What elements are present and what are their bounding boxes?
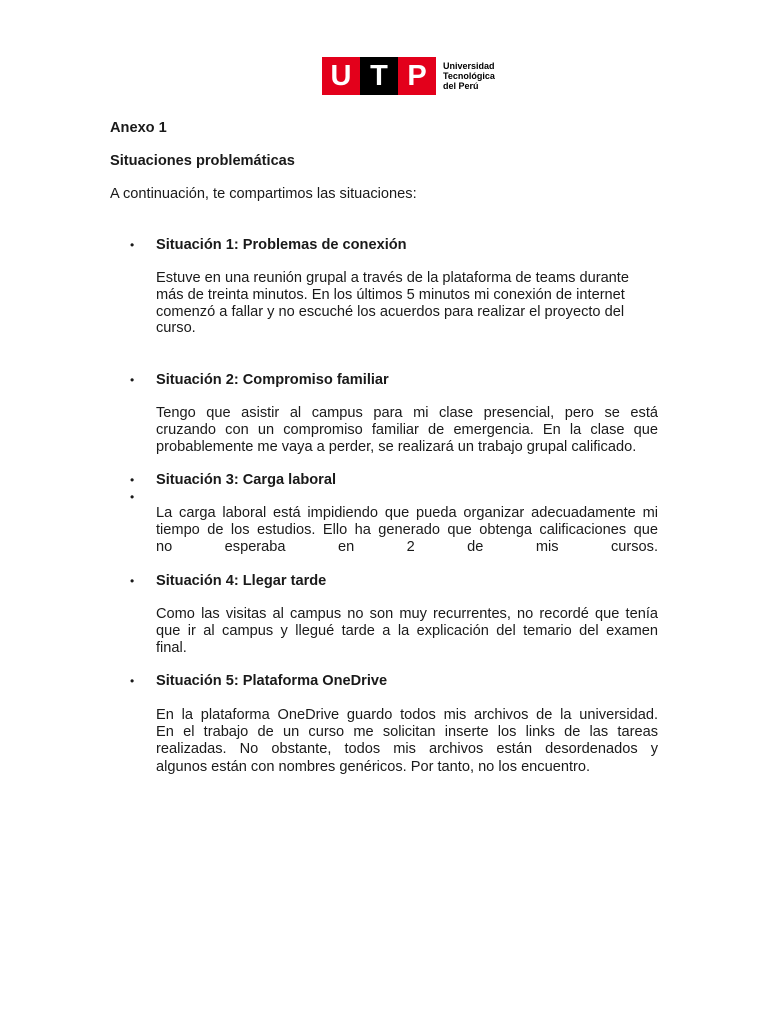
text-line: probablemente me vaya a perder, se realizará un trabajo grupal calificado.	[156, 438, 637, 455]
situation-2-text	[156, 405, 658, 455]
utp-logo	[322, 57, 495, 95]
annex-heading: Anexo 1	[110, 120, 167, 136]
text-line: tiempo de los estudios. Ello ha generado que obtenga calificaciones que	[156, 521, 658, 538]
text-line: algunos están con nombres genéricos. Por tanto, no los encuentro.	[156, 759, 591, 776]
text-line: no esperaba en 2 de mis cursos.	[156, 538, 658, 555]
bullet: •	[130, 574, 135, 588]
text-line: comenzó a fallar y no escuché los acuerdos para realizar el proyecto del	[156, 303, 625, 320]
utp-logo-blocks	[322, 57, 436, 95]
situation-5-title: Situación 5: Plataforma OneDrive	[156, 673, 388, 689]
logo-text-line: Universidad	[443, 61, 495, 71]
text-line: Tengo que asistir al campus para mi clase presencial, pero se está	[156, 405, 658, 421]
text-line: más de treinta minutos. En los últimos 5 minutos mi conexión de internet	[156, 286, 625, 303]
situation-2-title: Situación 2: Compromiso familiar	[156, 372, 389, 388]
situation-3-text	[156, 505, 658, 555]
logo-text-line: Tecnológica	[443, 71, 495, 81]
situation-1-text	[156, 270, 658, 337]
situations-heading: Situaciones problemáticas	[110, 153, 295, 169]
logo-letter-u: U	[322, 57, 360, 95]
text-line: curso.	[156, 320, 196, 337]
text-line: En el trabajo de un curso me solicitan inserte los links de las tareas	[156, 723, 658, 740]
logo-letter-t: T	[360, 57, 398, 95]
situation-3-title: Situación 3: Carga laboral	[156, 472, 337, 488]
bullet: •	[130, 473, 135, 487]
text-line: final.	[156, 639, 187, 656]
bullet: •	[130, 238, 135, 252]
text-line: La carga laboral está impidiendo que pueda organizar adecuadamente mi	[156, 505, 658, 521]
situation-5-text	[156, 707, 658, 776]
bullet: •	[130, 674, 135, 688]
logo-letter-p: P	[398, 57, 436, 95]
text-line: Estuve en una reunión grupal a través de la plataforma de teams durante	[156, 270, 629, 286]
situation-4-title: Situación 4: Llegar tarde	[156, 573, 327, 589]
bullet: •	[130, 373, 135, 387]
text-line: Como las visitas al campus no son muy recurrentes, no recordé que tenía	[156, 606, 658, 622]
text-line: En la plataforma OneDrive guardo todos mis archivos de la universidad.	[156, 707, 658, 723]
text-line: cruzando con un compromiso familiar de emergencia. En la clase que	[156, 421, 658, 438]
text-line: que ir al campus y llegué tarde a la explicación del temario del examen	[156, 622, 658, 639]
situation-1-title: Situación 1: Problemas de conexión	[156, 237, 407, 253]
text-line: realizadas. No obstante, todos mis archivos están desordenados y	[156, 740, 658, 757]
logo-university-name	[443, 61, 495, 91]
intro-text: A continuación, te compartimos las situaciones:	[110, 186, 417, 202]
bullet: •	[130, 490, 135, 504]
situation-4-text	[156, 606, 658, 656]
logo-text-line: del Perú	[443, 81, 479, 91]
